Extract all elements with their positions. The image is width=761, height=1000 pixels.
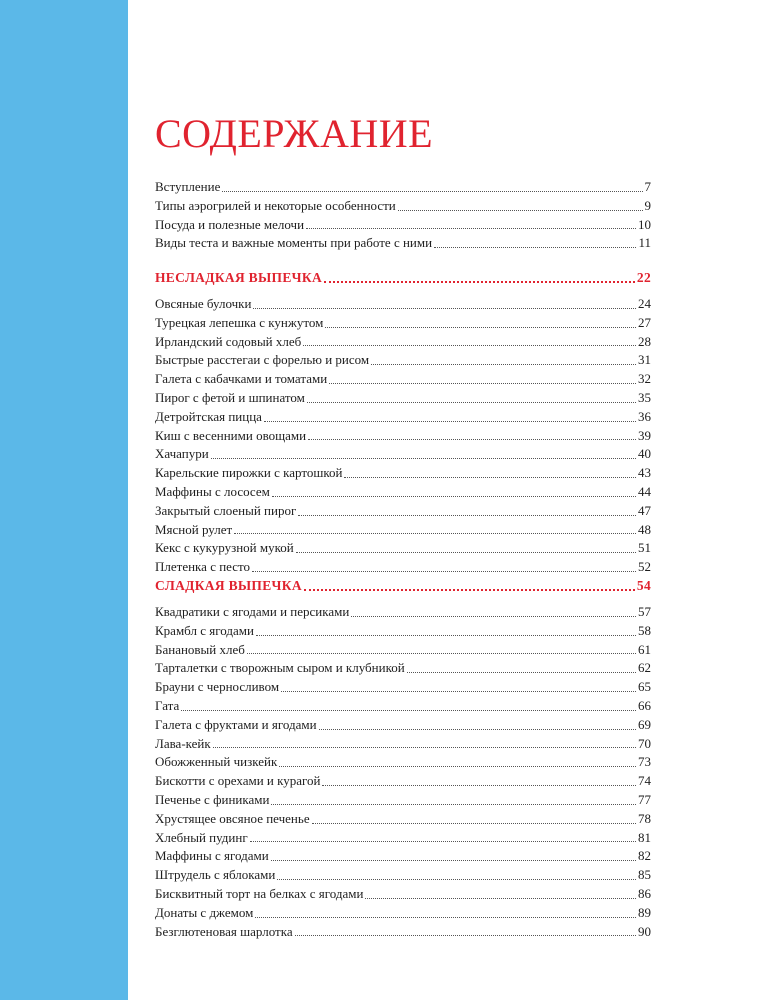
page-number: 32 — [638, 371, 651, 387]
toc-entry[interactable] — [155, 558, 651, 577]
page-number: 78 — [638, 810, 651, 826]
toc-entry[interactable] — [155, 445, 651, 464]
page-number: 61 — [638, 641, 651, 657]
dot-leader — [329, 383, 636, 384]
side-color-band — [0, 0, 128, 1000]
dot-leader — [307, 402, 636, 403]
dot-leader — [365, 898, 636, 899]
dot-leader — [264, 421, 636, 422]
dot-leader — [434, 247, 636, 248]
entry-title: Штрудель с яблоками — [155, 867, 276, 883]
page-number: 48 — [638, 521, 651, 537]
entry-title: Галета с фруктами и ягодами — [155, 716, 317, 732]
entry-title: Быстрые расстегаи с форелью и рисом — [155, 352, 370, 368]
toc-entry[interactable] — [155, 464, 651, 483]
toc-entry[interactable] — [155, 622, 651, 641]
toc-entry[interactable] — [155, 791, 651, 810]
entry-title: СЛАДКАЯ ВЫПЕЧКА — [155, 578, 302, 593]
entry-title: Типы аэрогрилей и некоторые особенности — [155, 197, 396, 213]
toc-entry[interactable] — [155, 659, 651, 678]
toc-entry[interactable] — [155, 521, 651, 540]
entry-title: Хрустящее овсяное печенье — [155, 810, 310, 826]
toc-entry[interactable] — [155, 234, 651, 253]
entry-title: Маффины с лососем — [155, 483, 270, 499]
dot-leader — [312, 823, 636, 824]
page-number: 62 — [638, 660, 651, 676]
dot-leader — [181, 710, 636, 711]
section-savory — [155, 268, 651, 577]
toc-entry[interactable] — [155, 678, 651, 697]
dot-leader — [252, 571, 636, 572]
toc-entry[interactable] — [155, 197, 651, 216]
entry-title: Безглютеновая шарлотка — [155, 923, 293, 939]
dot-leader — [298, 515, 636, 516]
entry-title: НЕСЛАДКАЯ ВЫПЕЧКА — [155, 270, 322, 285]
toc-entry[interactable] — [155, 408, 651, 427]
page-number: 22 — [636, 270, 651, 285]
entry-title: Обожженный чизкейк — [155, 754, 278, 770]
dot-leader — [255, 917, 636, 918]
toc-entry[interactable] — [155, 697, 651, 716]
dot-leader — [250, 841, 636, 842]
page-number: 9 — [644, 197, 651, 213]
dot-leader — [344, 477, 636, 478]
toc-entry[interactable] — [155, 735, 651, 754]
page-number: 52 — [638, 559, 651, 575]
intro-list — [155, 178, 651, 253]
dot-leader — [271, 804, 636, 805]
entry-title: Гата — [155, 697, 180, 713]
toc-entry[interactable] — [155, 716, 651, 735]
entry-title: Бискотти с орехами и курагой — [155, 773, 321, 789]
dot-leader — [306, 228, 636, 229]
toc-entry[interactable] — [155, 847, 651, 866]
entry-title: Крамбл с ягодами — [155, 622, 254, 638]
toc-entry[interactable] — [155, 178, 651, 197]
entry-title: Пирог с фетой и шпинатом — [155, 389, 305, 405]
page-number: 28 — [638, 333, 651, 349]
dot-leader — [277, 879, 636, 880]
toc-entry[interactable] — [155, 502, 651, 521]
entry-title: Плетенка с песто — [155, 559, 251, 575]
page-title: СОДЕРЖАНИЕ — [155, 111, 434, 156]
page-number: 89 — [638, 904, 651, 920]
entry-title: Киш с весенними овощами — [155, 427, 307, 443]
dot-leader — [324, 281, 635, 283]
page-number: 86 — [638, 885, 651, 901]
page-number: 73 — [638, 754, 651, 770]
entry-title: Посуда и полезные мелочи — [155, 216, 305, 232]
section-heading[interactable] — [155, 576, 651, 596]
toc-entry[interactable] — [155, 603, 651, 622]
dot-leader — [319, 729, 636, 730]
page-number: 74 — [638, 773, 651, 789]
section-heading[interactable] — [155, 268, 651, 288]
dot-leader — [253, 308, 636, 309]
dot-leader — [304, 589, 635, 591]
toc-entry[interactable] — [155, 539, 651, 558]
page-number: 81 — [638, 829, 651, 845]
entry-title: Бисквитный торт на белках с ягодами — [155, 885, 364, 901]
page-number: 65 — [638, 679, 651, 695]
entry-title: Турецкая лепешка с кунжутом — [155, 314, 324, 330]
dot-leader — [272, 496, 636, 497]
toc-entry[interactable] — [155, 389, 651, 408]
dot-leader — [271, 860, 636, 861]
dot-leader — [247, 653, 636, 654]
toc-entry[interactable] — [155, 314, 651, 333]
dot-leader — [279, 766, 636, 767]
entry-title: Хлебный пудинг — [155, 829, 248, 845]
toc-entry[interactable] — [155, 427, 651, 446]
page-number: 77 — [638, 791, 651, 807]
entry-title: Тарталетки с творожным сыром и клубникой — [155, 660, 405, 676]
page-number: 39 — [638, 427, 651, 443]
toc-entry[interactable] — [155, 641, 651, 660]
entry-title: Карельские пирожки с картошкой — [155, 465, 343, 481]
page-number: 57 — [638, 604, 651, 619]
page-number: 31 — [638, 352, 651, 368]
entry-title: Овсяные булочки — [155, 296, 252, 311]
page-number: 66 — [638, 697, 651, 713]
toc-entry[interactable] — [155, 923, 651, 942]
toc-entry[interactable] — [155, 904, 651, 923]
entry-title: Закрытый слоеный пирог — [155, 502, 297, 518]
dot-leader — [322, 785, 636, 786]
page-number: 47 — [638, 502, 651, 518]
toc-page — [155, 0, 651, 1000]
page-number: 58 — [638, 622, 651, 638]
toc-entry[interactable] — [155, 885, 651, 904]
dot-leader — [211, 458, 636, 459]
dot-leader — [234, 533, 636, 534]
section-sweet — [155, 576, 651, 941]
entry-title: Лава-кейк — [155, 735, 211, 751]
toc-entry[interactable] — [155, 866, 651, 885]
dot-leader — [222, 191, 642, 192]
toc-entry[interactable] — [155, 370, 651, 389]
page-number: 82 — [638, 848, 651, 864]
entry-title: Ирландский содовый хлеб — [155, 333, 302, 349]
toc-entry[interactable] — [155, 483, 651, 502]
page-number: 27 — [638, 314, 651, 330]
dot-leader — [325, 327, 636, 328]
dot-leader — [303, 345, 636, 346]
page-number: 43 — [638, 465, 651, 481]
toc-entry[interactable] — [155, 829, 651, 848]
page-number: 11 — [638, 235, 651, 251]
dot-leader — [351, 616, 636, 617]
page-number: 24 — [638, 296, 651, 311]
dot-leader — [295, 935, 636, 936]
toc-entry[interactable] — [155, 810, 651, 829]
page-number: 69 — [638, 716, 651, 732]
toc-entry[interactable] — [155, 772, 651, 791]
page-number: 7 — [644, 179, 651, 194]
entry-title: Хачапури — [155, 446, 209, 462]
entry-title: Банановый хлеб — [155, 641, 245, 657]
dot-leader — [256, 635, 636, 636]
dot-leader — [213, 747, 636, 748]
dot-leader — [296, 552, 636, 553]
dot-leader — [407, 672, 636, 673]
page-number: 85 — [638, 867, 651, 883]
dot-leader — [308, 439, 636, 440]
page-number: 44 — [638, 483, 651, 499]
page-number: 54 — [636, 578, 651, 593]
entry-title: Детройтская пицца — [155, 408, 262, 424]
entry-title: Брауни с черносливом — [155, 679, 280, 695]
entry-title: Кекс с кукурузной мукой — [155, 540, 294, 556]
page-number: 90 — [638, 923, 651, 939]
toc-entry[interactable] — [155, 753, 651, 772]
toc-entry[interactable] — [155, 351, 651, 370]
entry-title: Маффины с ягодами — [155, 848, 269, 864]
entry-title: Виды теста и важные моменты при работе с ними — [155, 235, 433, 251]
toc-entry[interactable] — [155, 216, 651, 235]
dot-leader — [398, 210, 643, 211]
entry-title: Печенье с финиками — [155, 791, 270, 807]
dot-leader — [371, 364, 636, 365]
page-number: 40 — [638, 446, 651, 462]
page-number: 70 — [638, 735, 651, 751]
entry-title: Квадратики с ягодами и персиками — [155, 604, 350, 619]
page-number: 35 — [638, 389, 651, 405]
dot-leader — [281, 691, 636, 692]
entry-title: Вступление — [155, 179, 221, 194]
toc-entry[interactable] — [155, 333, 651, 352]
entry-title: Галета с кабачками и томатами — [155, 371, 328, 387]
page-number: 36 — [638, 408, 651, 424]
toc-entry[interactable] — [155, 295, 651, 314]
page-number: 10 — [638, 216, 651, 232]
page-number: 51 — [638, 540, 651, 556]
entry-title: Донаты с джемом — [155, 904, 254, 920]
entry-title: Мясной рулет — [155, 521, 233, 537]
